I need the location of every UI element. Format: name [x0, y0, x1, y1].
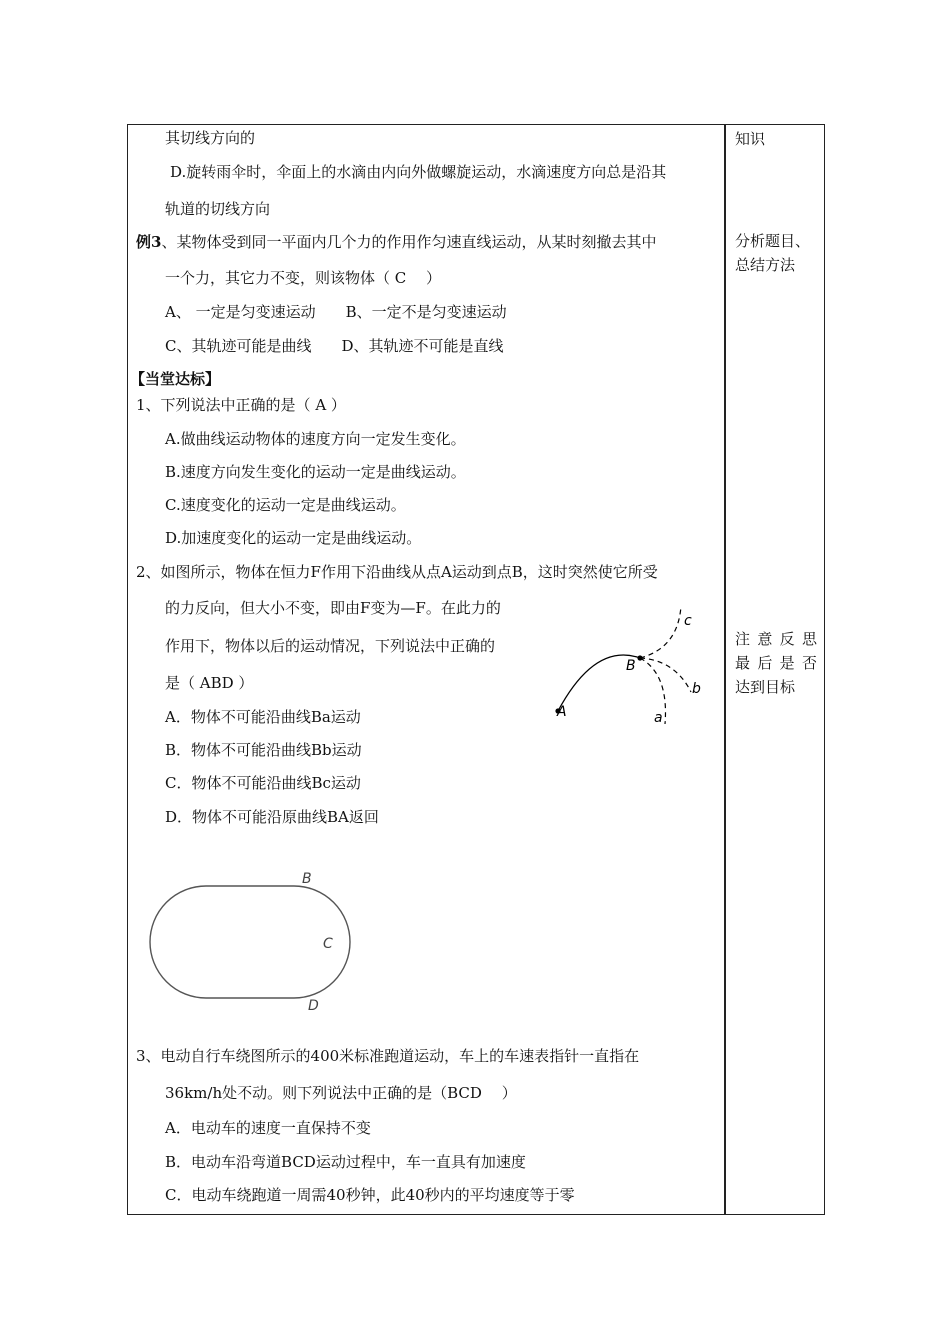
q1-option-d: D.加速度变化的运动一定是曲线运动。: [165, 529, 422, 547]
q3-stem-line1: 3、电动自行车绕图所示的400米标准跑道运动，车上的车速表指针一直指在: [136, 1047, 640, 1065]
q2-stem-line2: 的力反向，但大小不变，即由F变为—F。在此力的: [165, 599, 501, 617]
running-track-figure: [140, 868, 355, 1018]
section-title: 【当堂达标】: [130, 370, 221, 388]
side-note-reflect-1: 注意反思: [735, 630, 817, 648]
q1-option-c: C.速度变化的运动一定是曲线运动。: [165, 496, 406, 514]
q3-option-b: B．电动车沿弯道BCD运动过程中，车一直具有加速度: [165, 1153, 526, 1171]
label-b: b: [692, 681, 701, 697]
path-bc: [640, 606, 681, 658]
text-line: D.旋转雨伞时，伞面上的水滴由内向外做螺旋运动，水滴速度方向总是沿其: [170, 163, 667, 181]
label-c: c: [684, 613, 692, 629]
label-a: a: [654, 710, 663, 726]
q2-option-c: C．物体不可能沿曲线Bc运动: [165, 774, 361, 792]
text-line: 轨道的切线方向: [165, 200, 271, 218]
text-line: 其切线方向的: [165, 129, 256, 147]
side-note-reflect-2: 最后是否: [735, 654, 817, 672]
track-label-B: B: [302, 871, 312, 887]
track-label-C: C: [323, 936, 333, 952]
example-3-options-cd: C、其轨迹可能是曲线 D、其轨迹不可能是直线: [165, 337, 504, 355]
q3-option-a: A．电动车的速度一直保持不变: [165, 1119, 371, 1137]
q2-option-b: B．物体不可能沿曲线Bb运动: [165, 741, 362, 759]
example-3-line2: 一个力，其它力不变，则该物体（ C ）: [165, 269, 442, 287]
track-outline: [150, 886, 350, 998]
q1-option-a: A.做曲线运动物体的速度方向一定发生变化。: [165, 430, 466, 448]
q2-option-a: A．物体不可能沿曲线Ba运动: [165, 708, 361, 726]
label-B: B: [626, 658, 636, 674]
q1-stem: 1、下列说法中正确的是（ A ）: [136, 396, 346, 414]
q3-stem-line2: 36km/h处不动。则下列说法中正确的是（BCD ）: [165, 1084, 517, 1102]
example-3-options-ab: A、 一定是匀变速运动 B、一定不是匀变速运动: [165, 303, 507, 321]
side-note-method: 分析题目、总结方法: [735, 232, 811, 274]
example-3-stem: [136, 232, 656, 252]
column-divider: [724, 124, 726, 1215]
q2-option-d: D．物体不可能沿原曲线BA返回: [165, 808, 379, 826]
example-3-label: 例3: [136, 233, 162, 251]
label-A: A: [557, 704, 567, 720]
side-note-knowledge: 知识: [735, 130, 766, 148]
track-label-D: D: [308, 998, 319, 1014]
example-3-line1: 、某物体受到同一平面内几个力的作用作匀速直线运动，从某时刻撤去其中: [161, 233, 657, 251]
q1-option-b: B.速度方向发生变化的运动一定是曲线运动。: [165, 463, 466, 481]
q3-option-c: C．电动车绕跑道一周需40秒钟，此40秒内的平均速度等于零: [165, 1186, 575, 1204]
motion-curve-figure: [545, 600, 715, 735]
q2-stem-line1: 2、如图所示，物体在恒力F作用下沿曲线从点A运动到点B，这时突然使它所受: [136, 563, 658, 581]
side-note-reflect-3: 达到目标: [735, 678, 796, 696]
q2-stem-line4: 是（ ABD ）: [165, 674, 254, 692]
q2-stem-line3: 作用下，物体以后的运动情况，下列说法中正确的: [165, 637, 496, 655]
